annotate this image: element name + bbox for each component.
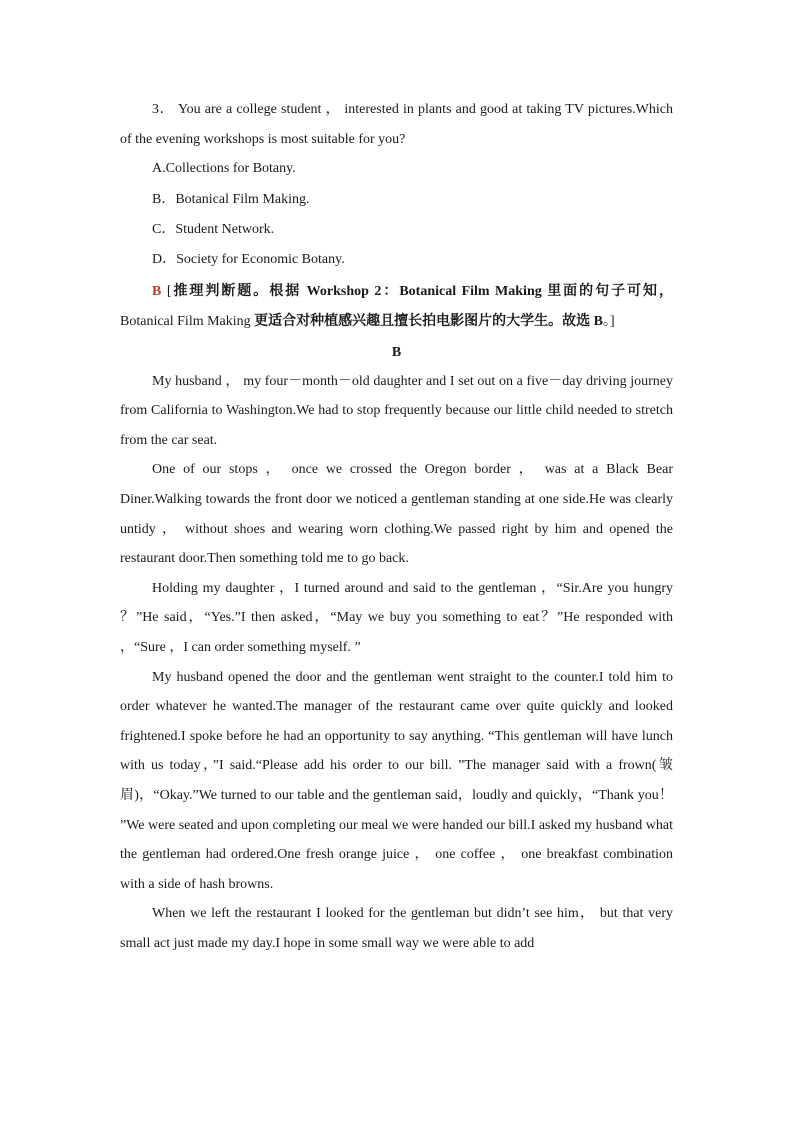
option-b: B．Botanical Film Making.: [152, 191, 310, 207]
passage-paragraph-4: My husband opened the door and the gentleman went straight to the counter.I told him to order whatever he wanted.The manager of the restaurant came over quite quickly and looked frightened.I spoke before he had an opportunity to say anything. “This gentleman will have lunch with us today，”I said.“Please add his order to our bill. ”The manager said with a frown(皱眉)，“Okay.”We turned to our table and the gentleman said，loudly and quickly，“Thank you！ ”We were seated and upon completing our meal we were handed our bill.I asked my husband what the gentleman had ordered.One fresh orange juice ， one coffee ， one breakfast combination with a side of hash browns.: [120, 669, 673, 892]
answer-reasoning-lead: 推理判断题。根据 Workshop 2：Botanical Film Making 里面的句子可: [171, 283, 644, 299]
answer-reasoning-tail: 更适合对种植感兴趣且擅长拍电影图片的大学生。故选 B: [254, 314, 603, 330]
option-c: C．Student Network.: [152, 222, 275, 237]
document-body: [120, 95, 673, 959]
answer-explanation: [120, 277, 673, 338]
passage-paragraph-3: Holding my daughter ，I turned around and said to the gentleman ，“Sir.Are you hungry ？”He said，“Yes.”I then asked，“May we buy you something to eat？”He responded with ，“Sure ，I can order something myself. ”: [120, 580, 673, 655]
option-d: D．Society for Economic Botany.: [152, 252, 345, 268]
passage-paragraph-2: One of our stops ， once we crossed the Oregon border ， was at a Black Bear Diner.Walking towards the front door we noticed a gentleman standing at one side.He was clearly untidy ， without shoes and wearing worn clothing.We passed right by him and opened the restaurant door.Then something told me to go back.: [120, 462, 673, 567]
question-stem: 3． You are a college student ， interested in plants and good at taking TV pictures.Which of the evening workshops is most suitable for you?: [120, 102, 673, 147]
answer-key: B: [152, 283, 162, 299]
passage-paragraph-5: When we left the restaurant I looked for the gentleman but didn’t see him， but that very small act just made my day.I hope in some small way we were able to add: [120, 906, 673, 951]
answer-bracket-open: [: [161, 283, 172, 299]
passage-paragraph-1: My husband ， my four－month－old daughter and I set out on a five－day driving journey from California to Washington.We had to stop frequently because our little child needed to stretch from the car seat.: [120, 373, 673, 448]
answer-reasoning-line2-prefix: 知，: [643, 283, 674, 299]
answer-bracket-close: 。]: [603, 314, 615, 330]
answer-reasoning-title: Botanical Film Making: [120, 314, 255, 330]
section-heading-b: B: [391, 344, 402, 360]
option-a: A.Collections for Botany.: [152, 161, 296, 177]
